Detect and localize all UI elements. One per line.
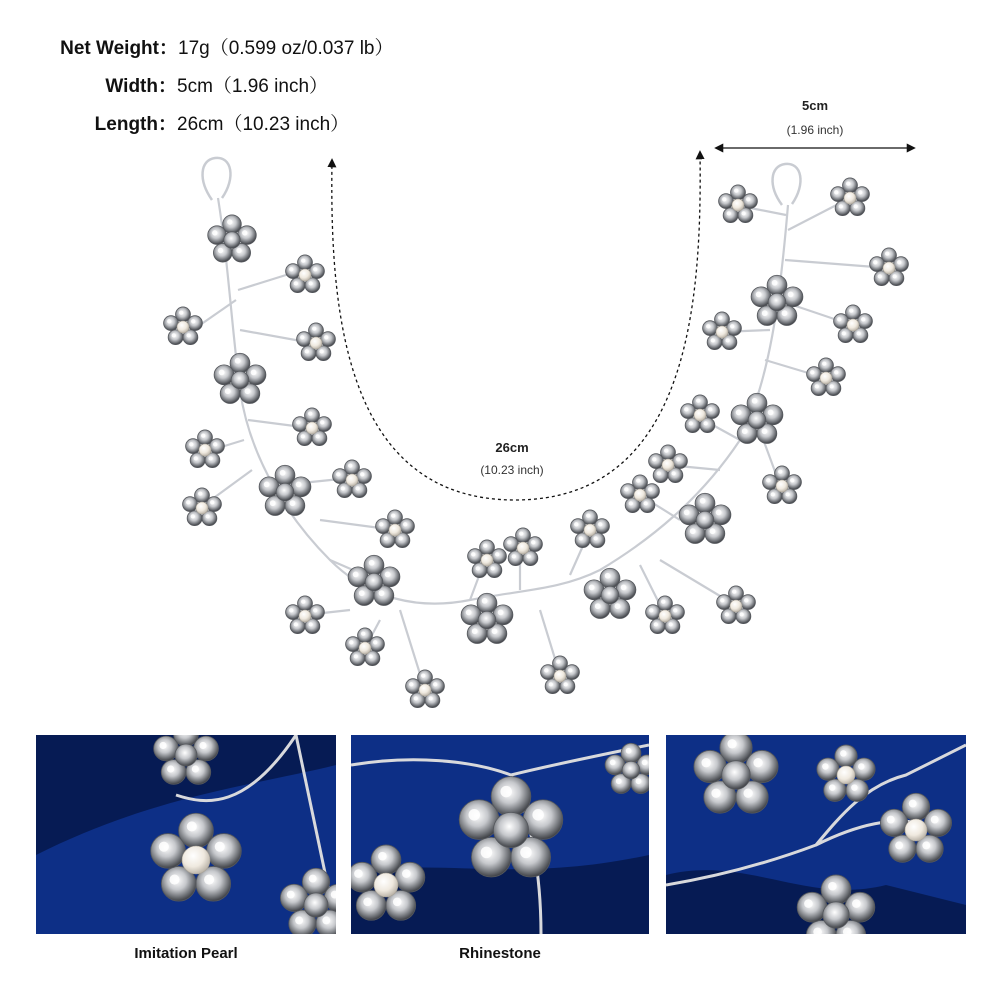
rhinestone-flower — [679, 493, 731, 543]
spec-width-value: 5cm（1.96 inch） — [177, 76, 329, 97]
pearl-flower — [646, 596, 685, 634]
caption-imitation-pearl: Imitation Pearl — [134, 945, 238, 962]
pearl-flower — [717, 586, 756, 624]
length-dimension-label: 26cm — [495, 440, 529, 455]
pearl-flower — [406, 670, 445, 708]
photo-imitation-pearl-art — [36, 735, 336, 934]
pearl-flower — [346, 628, 385, 666]
pearl-flower — [376, 510, 415, 548]
pearl-flower — [286, 596, 325, 634]
pearl-flower — [649, 445, 688, 483]
rhinestone-flower — [214, 353, 266, 403]
photo-wire-detail — [666, 735, 966, 934]
rhinestone-flower — [751, 275, 803, 325]
pearl-flower — [703, 312, 742, 350]
photo-rhinestone-art — [351, 735, 649, 934]
pearl-flower — [541, 656, 580, 694]
length-dimension-sublabel: (10.23 inch) — [480, 463, 544, 477]
spec-width-label: Width： — [105, 76, 177, 97]
width-dimension-sublabel: (1.96 inch) — [786, 123, 844, 137]
pearl-flower — [807, 358, 846, 396]
caption-rhinestone: Rhinestone — [459, 945, 541, 962]
left-end-loop — [203, 158, 231, 200]
pearl-flower — [719, 185, 758, 223]
spec-net-weight-label: Net Weight： — [60, 38, 178, 59]
spec-length-label: Length： — [94, 114, 177, 135]
photo-imitation-pearl — [36, 735, 336, 934]
spec-net-weight-value: 17g（0.599 oz/0.037 lb） — [178, 38, 394, 59]
vine-flowers — [164, 178, 909, 708]
pearl-flower — [333, 460, 372, 498]
pearl-flower — [468, 540, 507, 578]
pearl-flower — [186, 430, 225, 468]
pearl-flower — [164, 307, 203, 345]
pearl-flower — [763, 466, 802, 504]
pearl-flower — [831, 178, 870, 216]
spec-length-value: 26cm（10.23 inch） — [177, 114, 350, 135]
photo-wire-detail-art — [666, 735, 966, 934]
pearl-flower — [297, 323, 336, 361]
pearl-flower — [621, 475, 660, 513]
pearl-flower — [681, 395, 720, 433]
rhinestone-flower — [208, 215, 257, 262]
pearl-flower — [286, 255, 325, 293]
rhinestone-flower — [731, 393, 783, 443]
width-dimension-label: 5cm — [801, 98, 829, 113]
pearl-flower — [183, 488, 222, 526]
pearl-flower — [504, 528, 543, 566]
pearl-flower — [834, 305, 873, 343]
pearl-flower — [293, 408, 332, 446]
rhinestone-flower — [584, 568, 636, 618]
rhinestone-flower — [348, 555, 400, 605]
pearl-flower — [571, 510, 610, 548]
right-end-loop — [773, 164, 801, 205]
photo-rhinestone — [351, 735, 649, 934]
pearl-flower — [870, 248, 909, 286]
